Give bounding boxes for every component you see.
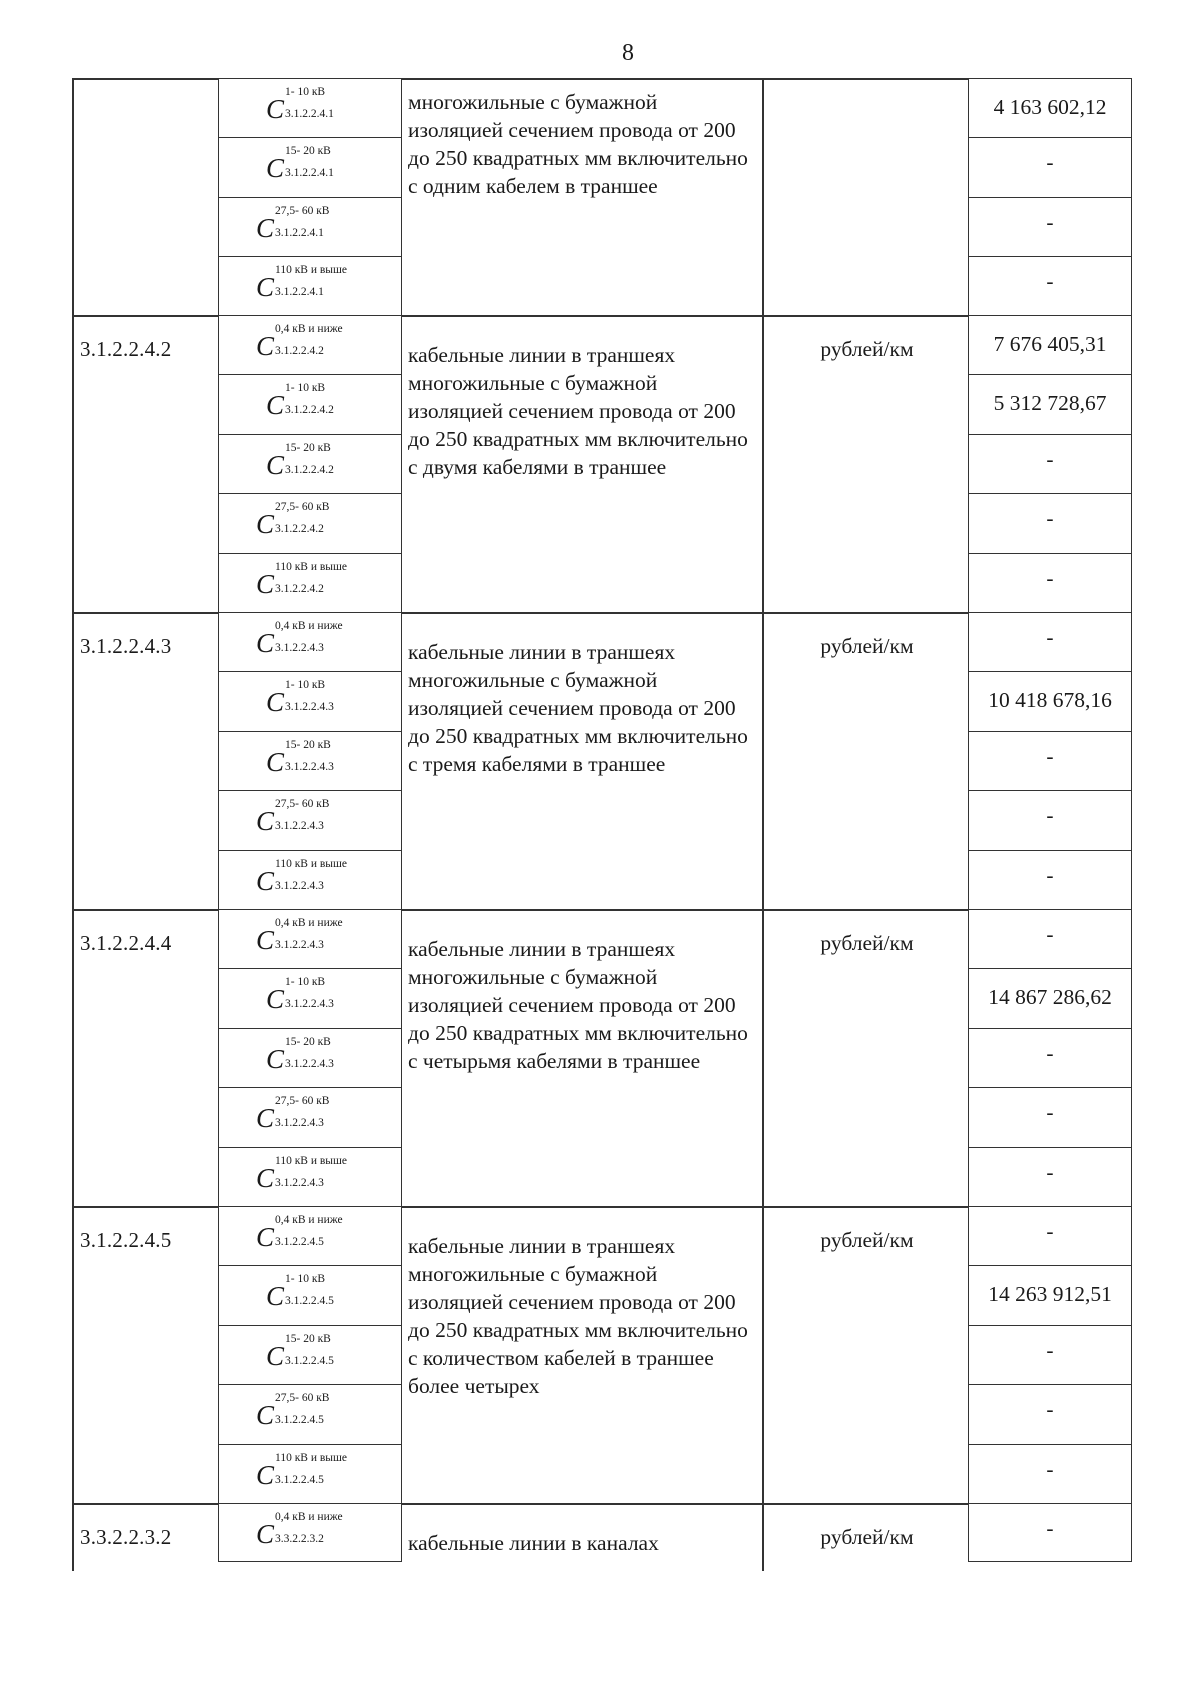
symbol-index: 3.1.2.2.4.3 [275, 939, 324, 951]
symbol-c: C [256, 331, 275, 361]
row-description: кабельные линии в траншеях многожильные с бумажной изоляцией сечением провода от 200 до 250 квадратных мм включительно с тремя кабелями в траншее [408, 640, 748, 776]
symbol-c: C [256, 1103, 275, 1134]
symbol-c: C [266, 390, 285, 421]
symbol-c: C [266, 94, 285, 124]
tariff-value: - [1046, 565, 1054, 590]
symbol-c: C [266, 153, 285, 184]
col-border-left [72, 909, 74, 1206]
tariff-symbol [266, 1333, 416, 1379]
tariff-symbol [256, 917, 406, 963]
tariff-value: 4 163 602,12 [993, 95, 1107, 119]
col-border-left [72, 78, 74, 315]
tariff-value: - [1046, 209, 1054, 234]
symbol-index: 3.1.2.2.4.1 [275, 285, 324, 298]
symbol-voltage: 1- 10 кВ [285, 976, 326, 989]
tariff-value: - [1046, 506, 1054, 531]
symbol-index: 3.1.2.2.4.2 [285, 463, 334, 476]
col-border-left [72, 612, 74, 909]
tariff-value: - [1046, 803, 1054, 828]
symbol-index: 3.1.2.2.4.1 [275, 226, 324, 239]
symbol-c: C [256, 271, 275, 302]
symbol-index: 3.1.2.2.4.5 [285, 1295, 334, 1308]
symbol-index: 3.1.2.2.4.2 [275, 523, 324, 536]
tariff-value: - [1046, 1159, 1054, 1184]
symbol-voltage: 110 кВ и выше [275, 263, 347, 276]
tariff-value: - [1046, 268, 1054, 293]
tariff-value: - [1046, 1456, 1054, 1481]
symbol-c: C [256, 568, 275, 599]
symbol-c: C [266, 449, 285, 480]
tariff-symbol [256, 858, 406, 904]
tariff-value: - [1046, 1397, 1054, 1422]
tariff-symbol [266, 86, 416, 132]
symbol-index: 3.1.2.2.4.5 [275, 1236, 324, 1248]
tariff-value: 14 263 912,51 [988, 1282, 1112, 1307]
row-description: кабельные линии в траншеях многожильные с бумажной изоляцией сечением провода от 200 до 250 квадратных мм включительно с четырьмя кабелями в траншее [408, 937, 748, 1073]
row-unit: рублей/км [820, 1525, 914, 1549]
col-border-left [72, 1206, 74, 1503]
tariff-symbol [256, 1155, 406, 1201]
tariff-value: - [1046, 862, 1054, 887]
symbol-voltage: 110 кВ и выше [275, 1451, 347, 1464]
tariff-value: - [1046, 1516, 1054, 1540]
tariff-symbol [266, 1273, 416, 1319]
row-unit: рублей/км [820, 337, 914, 361]
symbol-c: C [256, 1162, 275, 1193]
symbol-c: C [266, 687, 285, 718]
symbol-c: C [256, 865, 275, 896]
row-top-border [72, 1206, 968, 1208]
symbol-voltage: 1- 10 кВ [285, 1273, 326, 1286]
symbol-voltage: 15- 20 кВ [285, 441, 331, 454]
symbol-voltage: 27,5- 60 кВ [275, 1095, 330, 1108]
symbol-c: C [256, 806, 275, 837]
symbol-c: C [266, 1043, 285, 1074]
tariff-symbol [256, 264, 406, 310]
symbol-c: C [256, 509, 275, 540]
symbol-voltage: 1- 10 кВ [285, 86, 326, 98]
symbol-index: 3.1.2.2.4.3 [275, 1117, 324, 1130]
tariff-symbol [266, 679, 416, 725]
tariff-value: 10 418 678,16 [988, 688, 1112, 713]
symbol-voltage: 0,4 кВ и ниже [275, 917, 343, 929]
tariff-value: - [1046, 446, 1054, 471]
symbol-c: C [266, 984, 285, 1015]
tariff-value: - [1046, 1040, 1054, 1065]
symbol-voltage: 15- 20 кВ [285, 1332, 331, 1345]
tariff-symbol [256, 798, 406, 844]
symbol-index: 3.1.2.2.4.5 [275, 1414, 324, 1427]
symbol-c: C [266, 746, 285, 777]
symbol-c: C [266, 1340, 285, 1371]
row-unit: рублей/км [820, 931, 914, 955]
row-top-border [72, 909, 968, 911]
tariff-value: - [1046, 1337, 1054, 1362]
tariff-symbol [266, 739, 416, 785]
row-description: кабельные линии в траншеях многожильные с бумажной изоляцией сечением провода от 200 до 250 квадратных мм включительно с двумя кабелями в траншее [408, 343, 748, 479]
tariff-symbol [256, 1095, 406, 1141]
tariff-value: - [1046, 625, 1054, 649]
symbol-c: C [256, 212, 275, 243]
row-code: 3.1.2.2.4.4 [80, 931, 172, 955]
symbol-index: 3.1.2.2.4.2 [275, 345, 324, 357]
symbol-voltage: 110 кВ и выше [275, 560, 347, 573]
symbol-c: C [256, 628, 275, 658]
symbol-voltage: 0,4 кВ и ниже [275, 323, 343, 335]
tariff-value: 7 676 405,31 [993, 332, 1107, 356]
symbol-c: C [256, 925, 275, 955]
symbol-voltage: 15- 20 кВ [285, 1035, 331, 1048]
row-code: 3.1.2.2.4.5 [80, 1228, 172, 1252]
symbol-c: C [266, 1281, 285, 1312]
symbol-voltage: 27,5- 60 кВ [275, 1392, 330, 1405]
symbol-voltage: 110 кВ и выше [275, 1154, 347, 1167]
symbol-voltage: 0,4 кВ и ниже [275, 1511, 343, 1523]
tariff-symbol [256, 1214, 406, 1260]
symbol-index: 3.1.2.2.4.3 [275, 642, 324, 654]
symbol-index: 3.1.2.2.4.1 [285, 108, 334, 120]
tariff-symbol [266, 976, 416, 1022]
tariff-symbol [256, 1452, 406, 1498]
tariff-symbol [266, 442, 416, 488]
row-code: 3.3.2.2.3.2 [80, 1525, 172, 1549]
symbol-voltage: 15- 20 кВ [285, 145, 331, 158]
tariff-value: - [1046, 1100, 1054, 1125]
col-border-unit [762, 78, 764, 315]
tariff-value: 5 312 728,67 [993, 391, 1107, 416]
row-top-border [72, 78, 968, 80]
symbol-c: C [256, 1519, 275, 1549]
row-description: кабельные линии в траншеях многожильные с бумажной изоляцией сечением провода от 200 до 250 квадратных мм включительно с количеством кабелей в траншее более четырех [408, 1234, 748, 1398]
page-number: 8 [622, 40, 634, 66]
row-description: кабельные линии в каналах [408, 1531, 659, 1555]
tariff-symbol [256, 620, 406, 666]
col-border-left [72, 315, 74, 612]
tariff-value: 14 867 286,62 [988, 985, 1112, 1010]
tariff-symbol [256, 323, 406, 369]
row-unit: рублей/км [820, 634, 914, 658]
row-code: 3.1.2.2.4.2 [80, 337, 172, 361]
symbol-index: 3.1.2.2.4.3 [275, 1176, 324, 1189]
symbol-c: C [256, 1459, 275, 1490]
symbol-index: 3.1.2.2.4.2 [275, 582, 324, 595]
symbol-index: 3.1.2.2.4.5 [285, 1354, 334, 1367]
symbol-index: 3.1.2.2.4.3 [285, 760, 334, 773]
symbol-voltage: 1- 10 кВ [285, 679, 326, 692]
tariff-value: - [1046, 743, 1054, 768]
row-code: 3.1.2.2.4.3 [80, 634, 172, 658]
symbol-voltage: 27,5- 60 кВ [275, 798, 330, 811]
tariff-value: - [1046, 150, 1054, 175]
symbol-voltage: 0,4 кВ и ниже [275, 1214, 343, 1226]
symbol-c: C [256, 1400, 275, 1431]
row-top-border [72, 612, 968, 614]
symbol-index: 3.1.2.2.4.1 [285, 167, 334, 180]
symbol-index: 3.1.2.2.4.3 [285, 701, 334, 714]
tariff-symbol [256, 1392, 406, 1438]
symbol-voltage: 27,5- 60 кВ [275, 204, 330, 217]
symbol-voltage: 0,4 кВ и ниже [275, 620, 343, 632]
symbol-c: C [256, 1222, 275, 1252]
tariff-symbol [256, 501, 406, 547]
symbol-index: 3.1.2.2.4.3 [285, 998, 334, 1011]
tariff-value: - [1046, 1219, 1054, 1243]
tariff-symbol [266, 145, 416, 191]
symbol-voltage: 15- 20 кВ [285, 738, 331, 751]
symbol-index: 3.1.2.2.4.3 [275, 879, 324, 892]
row-description: многожильные с бумажной изоляцией сечением провода от 200 до 250 квадратных мм включительно с одним кабелем в траншее [408, 90, 748, 198]
tariff-symbol [256, 1511, 406, 1557]
symbol-index: 3.1.2.2.4.5 [275, 1473, 324, 1486]
symbol-index: 3.1.2.2.4.3 [285, 1057, 334, 1070]
symbol-voltage: 110 кВ и выше [275, 857, 347, 870]
row-top-border [72, 315, 968, 317]
row-unit: рублей/км [820, 1228, 914, 1252]
symbol-index: 3.1.2.2.4.3 [275, 820, 324, 833]
symbol-index: 3.3.2.2.3.2 [275, 1533, 324, 1545]
tariff-symbol [256, 561, 406, 607]
tariff-symbol [266, 1036, 416, 1082]
row-top-border [72, 1503, 968, 1505]
tariff-value: - [1046, 922, 1054, 946]
symbol-voltage: 1- 10 кВ [285, 382, 326, 395]
tariff-symbol [266, 382, 416, 428]
symbol-voltage: 27,5- 60 кВ [275, 501, 330, 514]
tariff-symbol [256, 205, 406, 251]
col-border-left [72, 1503, 74, 1571]
symbol-index: 3.1.2.2.4.2 [285, 404, 334, 417]
